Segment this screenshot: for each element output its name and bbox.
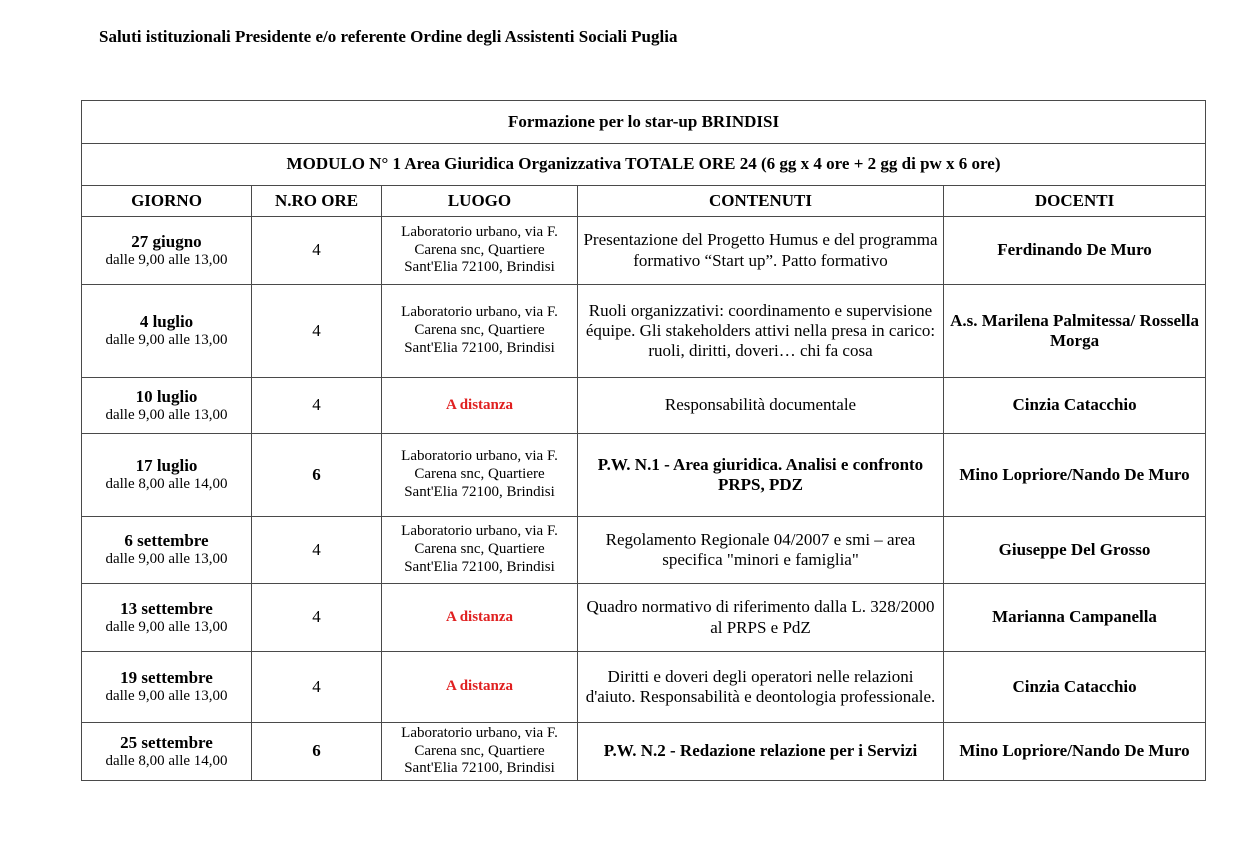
place-cell: Laboratorio urbano, via F. Carena snc, Quartiere Sant'Elia 72100, Brindisi [382,217,578,285]
hours-cell: 6 [252,723,382,781]
place-cell: A distanza [382,378,578,434]
day-label: 13 settembre [120,598,213,618]
content-cell: Quadro normativo di riferimento dalla L. 328/2000 al PRPS e PdZ [578,584,944,652]
hours-cell: 4 [252,517,382,584]
place-cell: Laboratorio urbano, via F. Carena snc, Quartiere Sant'Elia 72100, Brindisi [382,434,578,517]
day-cell [82,517,252,584]
table-title-row [82,101,1206,144]
time-label: dalle 9,00 alle 13,00 [105,251,228,268]
header-ore: N.RO ORE [252,186,382,217]
teacher-cell: Cinzia Catacchio [944,652,1206,723]
content-cell: Presentazione del Progetto Humus e del programma formativo “Start up”. Patto formativo [578,217,944,285]
module-row [82,144,1206,186]
content-cell: Ruoli organizzativi: coordinamento e supervisione équipe. Gli stakeholders attivi nella presa in carico: ruoli, diritti, doveri… chi fa cosa [578,285,944,378]
place-cell: Laboratorio urbano, via F. Carena snc, Quartiere Sant'Elia 72100, Brindisi [382,285,578,378]
table-row [82,584,1206,652]
content-cell: Regolamento Regionale 04/2007 e smi – area specifica "minori e famiglia" [578,517,944,584]
day-cell [82,723,252,781]
day-cell [82,652,252,723]
table-row [82,378,1206,434]
table-row [82,434,1206,517]
header-contenuti: CONTENUTI [578,186,944,217]
time-label: dalle 9,00 alle 13,00 [105,406,228,423]
day-cell [82,378,252,434]
day-cell [82,285,252,378]
place-cell: Laboratorio urbano, via F. Carena snc, Quartiere Sant'Elia 72100, Brindisi [382,723,578,781]
teacher-cell: Giuseppe Del Grosso [944,517,1206,584]
table-title: Formazione per lo star-up BRINDISI [82,101,1206,144]
hours-cell: 4 [252,217,382,285]
teacher-cell: Ferdinando De Muro [944,217,1206,285]
hours-cell: 4 [252,378,382,434]
day-label: 4 luglio [139,312,194,332]
hours-cell: 6 [252,434,382,517]
hours-cell: 4 [252,584,382,652]
teacher-cell: Marianna Campanella [944,584,1206,652]
table-row [82,723,1206,781]
content-cell: P.W. N.1 - Area giuridica. Analisi e confronto PRPS, PDZ [578,434,944,517]
time-label: dalle 8,00 alle 14,00 [105,752,228,769]
day-label: 17 luglio [135,456,198,476]
header-docenti: DOCENTI [944,186,1206,217]
place-cell: A distanza [382,584,578,652]
day-label: 27 giugno [131,231,202,251]
day-cell [82,217,252,285]
table-row [82,652,1206,723]
module-description: MODULO N° 1 Area Giuridica Organizzativa TOTALE ORE 24 (6 gg x 4 ore + 2 gg di pw x 6 ore) [82,144,1206,186]
time-label: dalle 9,00 alle 13,00 [105,618,228,635]
day-label: 19 settembre [120,668,213,688]
header-row [82,186,1206,217]
day-label: 25 settembre [120,732,213,752]
teacher-cell: Cinzia Catacchio [944,378,1206,434]
place-cell: Laboratorio urbano, via F. Carena snc, Quartiere Sant'Elia 72100, Brindisi [382,517,578,584]
time-label: dalle 9,00 alle 13,00 [105,551,228,568]
document-title: Saluti istituzionali Presidente e/o referente Ordine degli Assistenti Sociali Puglia [99,27,678,46]
time-label: dalle 9,00 alle 13,00 [105,688,228,705]
schedule-table [81,100,1206,781]
teacher-cell: Mino Lopriore/Nando De Muro [944,723,1206,781]
header-luogo: LUOGO [382,186,578,217]
content-cell: Responsabilità documentale [578,378,944,434]
time-label: dalle 9,00 alle 13,00 [105,332,228,349]
place-cell: A distanza [382,652,578,723]
day-label: 6 settembre [124,531,209,551]
hours-cell: 4 [252,652,382,723]
time-label: dalle 8,00 alle 14,00 [105,476,228,493]
teacher-cell: A.s. Marilena Palmitessa/ Rossella Morga [944,285,1206,378]
day-cell [82,434,252,517]
table-row [82,285,1206,378]
content-cell: Diritti e doveri degli operatori nelle relazioni d'aiuto. Responsabilità e deontologia professionale. [578,652,944,723]
day-label: 10 luglio [135,386,198,406]
content-cell: P.W. N.2 - Redazione relazione per i Servizi [578,723,944,781]
teacher-cell: Mino Lopriore/Nando De Muro [944,434,1206,517]
table-row [82,217,1206,285]
table-row [82,517,1206,584]
hours-cell: 4 [252,285,382,378]
header-giorno: GIORNO [82,186,252,217]
day-cell [82,584,252,652]
